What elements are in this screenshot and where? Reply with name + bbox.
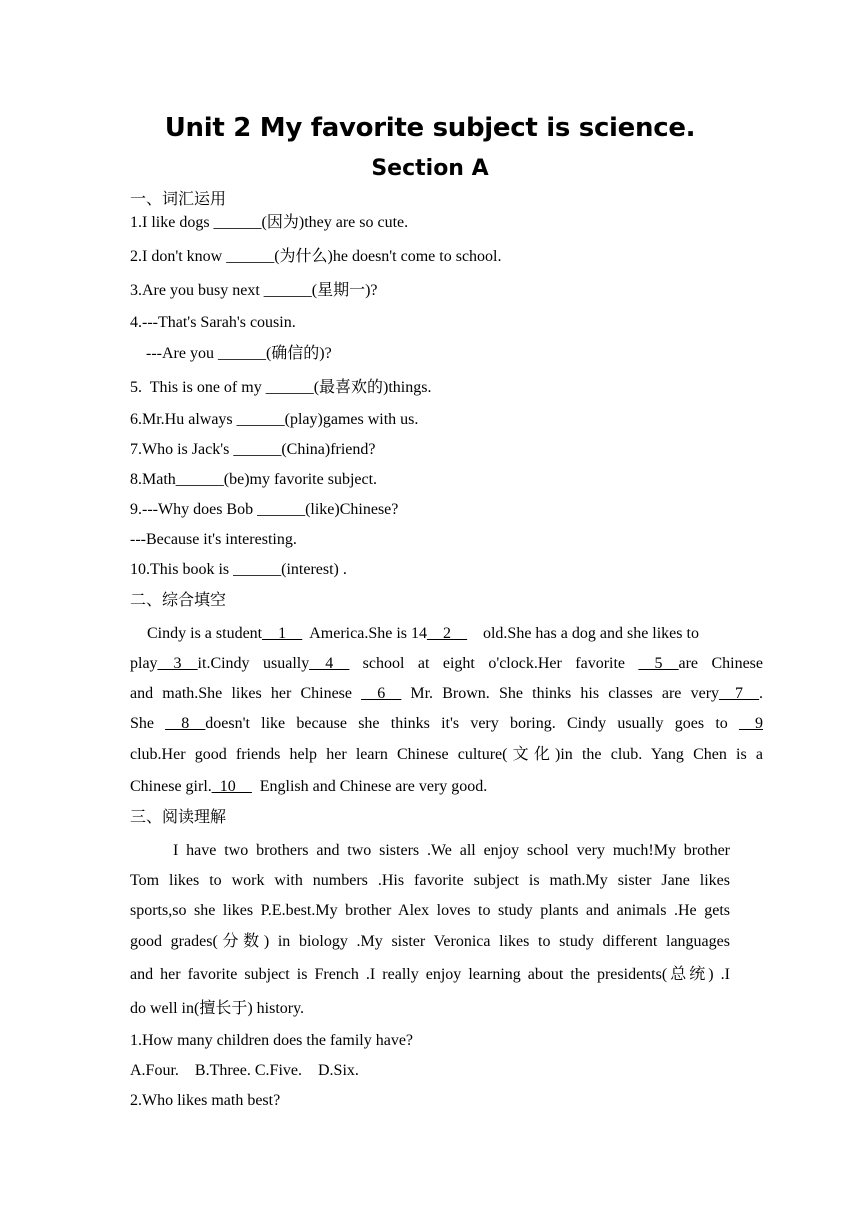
- cloze-text: old.She has a dog and she likes to: [482, 625, 699, 642]
- cloze-blank-3: __3__: [157, 655, 198, 672]
- passage-line-5: and her favorite subject is French .I really enjoy learning about the presidents(总统) .I: [130, 966, 730, 983]
- cloze-line-5: club.Her good friends help her learn Chinese culture(文化)in the club. Yang Chen is a: [130, 746, 763, 763]
- cloze-line-1: [130, 622, 763, 646]
- cloze-blank-8: __8__: [165, 715, 206, 732]
- vocab-item-6: 6.Mr.Hu always ______(play)games with us.: [130, 411, 419, 428]
- question-1-options: A.Four. B.Three. C.Five. D.Six.: [130, 1062, 359, 1079]
- vocab-item-5: 5. This is one of my ______(最喜欢的)things.: [130, 379, 432, 396]
- part2-heading: 二、综合填空: [130, 592, 227, 609]
- cloze-text: doesn't like because she thinks it's very boring. Cindy usually goes to: [205, 715, 728, 732]
- cloze-blank-6: __6__: [361, 685, 402, 702]
- passage-line-3: sports,so she likes P.E.best.My brother Alex loves to study plants and animals .He gets: [130, 902, 730, 919]
- vocab-item-2: 2.I don't know ______(为什么)he doesn't come to school.: [130, 248, 502, 265]
- cloze-line-2: [130, 652, 763, 676]
- cloze-line-6: [130, 775, 763, 799]
- cloze-text: it.Cindy usually: [197, 655, 310, 672]
- cloze-blank-5: __5__: [638, 655, 679, 672]
- question-2: 2.Who likes math best?: [130, 1092, 281, 1109]
- vocab-item-10: 10.This book is ______(interest) .: [130, 561, 347, 578]
- cloze-text: English and Chinese are very good.: [259, 778, 488, 795]
- cloze-blank-2: __2__: [426, 625, 467, 642]
- cloze-text: Cindy is a student: [147, 625, 263, 642]
- cloze-blank-10: _10__: [211, 778, 252, 795]
- vocab-item-7: 7.Who is Jack's ______(China)friend?: [130, 441, 376, 458]
- vocab-item-9-reply: ---Because it's interesting.: [130, 531, 297, 548]
- cloze-blank-7: __7__: [719, 685, 760, 702]
- cloze-line-3: [130, 682, 763, 706]
- cloze-text: .: [759, 685, 764, 702]
- question-1: 1.How many children does the family have?: [130, 1032, 414, 1049]
- part3-heading: 三、阅读理解: [130, 809, 227, 826]
- cloze-text: She: [130, 715, 154, 732]
- vocab-item-1: 1.I like dogs ______(因为)they are so cute.: [130, 214, 409, 231]
- cloze-blank-9: __9: [739, 715, 764, 732]
- section-title: Section A: [371, 156, 489, 181]
- vocab-item-4-reply: ---Are you ______(确信的)?: [130, 345, 332, 362]
- cloze-blank-1: __1__: [262, 625, 303, 642]
- vocab-item-9: 9.---Why does Bob ______(like)Chinese?: [130, 501, 399, 518]
- cloze-text: Chinese girl.: [130, 778, 212, 795]
- vocab-item-8: 8.Math______(be)my favorite subject.: [130, 471, 378, 488]
- cloze-text: school at eight o'clock.Her favorite: [362, 655, 626, 672]
- cloze-text: Mr. Brown. She thinks his classes are very: [410, 685, 720, 702]
- cloze-text: America.She is 14: [309, 625, 427, 642]
- part1-heading: 一、词汇运用: [130, 191, 227, 208]
- cloze-text: are Chinese: [678, 655, 764, 672]
- cloze-blank-4: __4__: [309, 655, 350, 672]
- vocab-item-4: 4.---That's Sarah's cousin.: [130, 314, 296, 331]
- cloze-line-4: [130, 712, 763, 736]
- cloze-text: and math.She likes her Chinese: [130, 685, 352, 702]
- vocab-item-3: 3.Are you busy next ______(星期一)?: [130, 282, 378, 299]
- passage-line-6: do well in(擅长于) history.: [130, 1000, 305, 1017]
- passage-line-1: I have two brothers and two sisters .We all enjoy school very much!My brother: [173, 842, 730, 859]
- cloze-text: play: [130, 655, 158, 672]
- passage-line-4: good grades(分数) in biology .My sister Veronica likes to study different languages: [130, 933, 730, 950]
- page-title: Unit 2 My favorite subject is science.: [164, 113, 696, 143]
- passage-line-2: Tom likes to work with numbers .His favorite subject is math.My sister Jane likes: [130, 872, 730, 889]
